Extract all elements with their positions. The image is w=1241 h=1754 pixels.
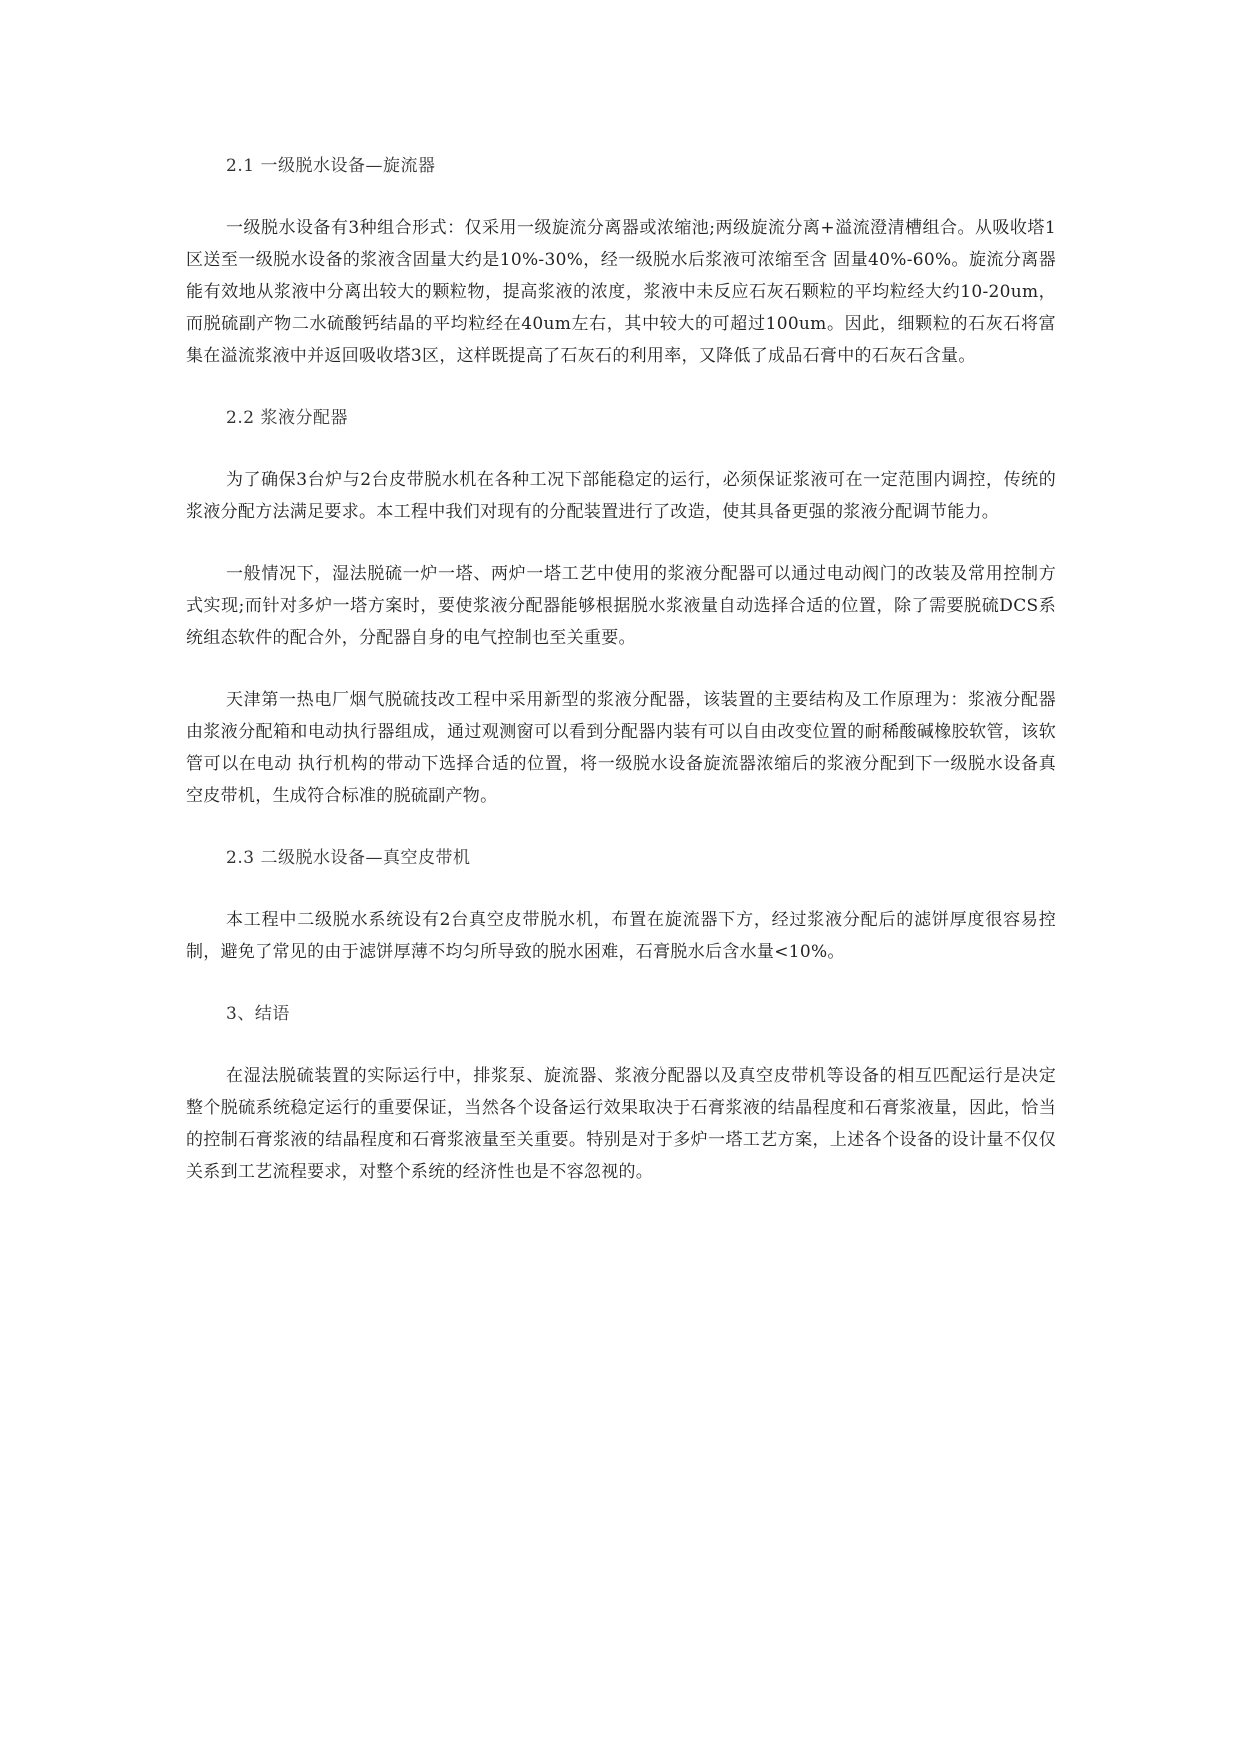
section-heading-3: 3、结语: [226, 1004, 290, 1024]
paragraph-cyclone: 一级脱水设备有3种组合形式：仅采用一级旋流分离器或浓缩池;两级旋流分离+溢流澄清槽组合。从吸收塔1区送至一级脱水设备的浆液含固量大约是10%-30%，经一级脱水后浆液可浓缩至含 固量40%-60%。旋流分离器能有效地从浆液中分离出较大的颗粒物，提高浆液的浓度，浆液中未反应石灰石颗粒的平均粒经大约10-20um，而脱硫副产物二水硫酸钙结晶的平均粒经在40um左右，其中较大的可超过100um。因此，细颗粒的石灰石将富集在溢流浆液中并返回吸收塔3区，这样既提高了石灰石的利用率，又降低了成品石膏中的石灰石含量。: [186, 218, 1056, 366]
section-heading-2-2: 2.2 浆液分配器: [226, 408, 348, 428]
paragraph-vacuum-belt: 本工程中二级脱水系统设有2台真空皮带脱水机，布置在旋流器下方，经过浆液分配后的滤饼厚度很容易控制，避免了常见的由于滤饼厚薄不均匀所导致的脱水困难，石膏脱水后含水量<10%。: [186, 910, 1056, 962]
paragraph-distributor-control: 一般情况下，湿法脱硫一炉一塔、两炉一塔工艺中使用的浆液分配器可以通过电动阀门的改装及常用控制方式实现;而针对多炉一塔方案时，要使浆液分配器能够根据脱水浆液量自动选择合适的位置，除了需要脱硫DCS系统组态软件的配合外，分配器自身的电气控制也至关重要。: [186, 564, 1056, 648]
paragraph-distributor-intro: 为了确保3台炉与2台皮带脱水机在各种工况下部能稳定的运行，必须保证浆液可在一定范围内调控，传统的浆液分配方法满足要求。本工程中我们对现有的分配装置进行了改造，使其具备更强的浆液分配调节能力。: [186, 470, 1056, 522]
section-heading-2-1: 2.1 一级脱水设备—旋流器: [226, 156, 436, 176]
document-page: [186, 150, 1056, 1188]
paragraph-conclusion: 在湿法脱硫装置的实际运行中，排浆泵、旋流器、浆液分配器以及真空皮带机等设备的相互匹配运行是决定整个脱硫系统稳定运行的重要保证，当然各个设备运行效果取决于石膏浆液的结晶程度和石膏浆液量，因此，恰当的控制石膏浆液的结晶程度和石膏浆液量至关重要。特别是对于多炉一塔工艺方案，上述各个设备的设计量不仅仅关系到工艺流程要求，对整个系统的经济性也是不容忽视的。: [186, 1066, 1056, 1182]
section-heading-2-3: 2.3 二级脱水设备—真空皮带机: [226, 848, 471, 868]
paragraph-distributor-structure: 天津第一热电厂烟气脱硫技改工程中采用新型的浆液分配器，该装置的主要结构及工作原理为：浆液分配器由浆液分配箱和电动执行器组成，通过观测窗可以看到分配器内装有可以自由改变位置的耐稀酸碱橡胶软管，该软管可以在电动 执行机构的带动下选择合适的位置，将一级脱水设备旋流器浓缩后的浆液分配到下一级脱水设备真空皮带机，生成符合标准的脱硫副产物。: [186, 690, 1056, 806]
